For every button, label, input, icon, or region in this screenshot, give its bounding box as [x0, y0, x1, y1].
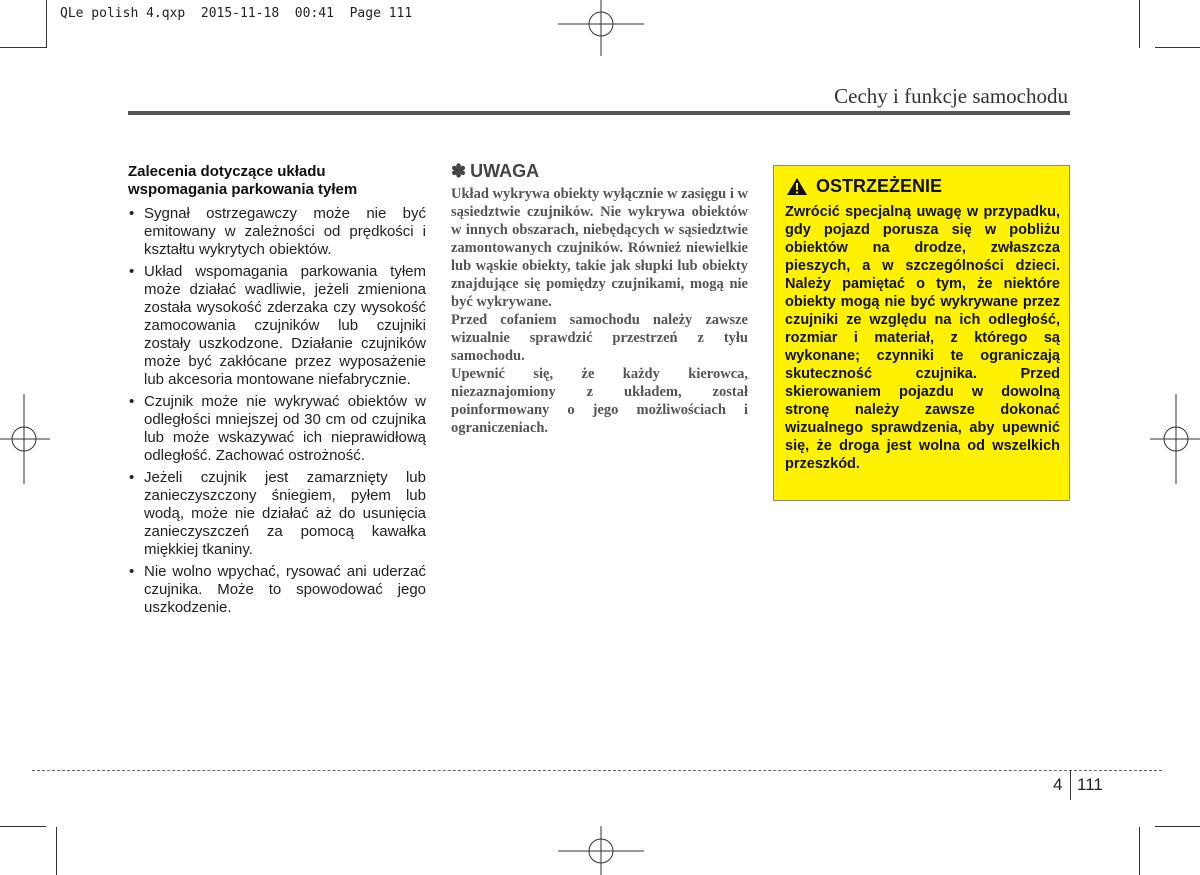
crop-mark-left-top: [0, 47, 46, 48]
list-item: [128, 263, 426, 389]
list-item-text: Czujnik może nie wykrywać obiektów w odległości mniejszej od 30 cm od czujnika lub może wskazywać ich nieprawidłową odległość. Zachować ostrożność.: [144, 393, 426, 464]
recommendations-column: [128, 163, 426, 621]
bullet-icon: •: [129, 205, 135, 222]
note-paragraph: Układ wykrywa obiekty wyłącznie w zasięgu i w sąsiedztwie czujników. Nie wykrywa obiektów w innych obszarach, niebędących w sąsiedztwie zamontowanych czujników. Również niewielkie lub wąskie obiekty, takie jak słupki lub obiekty znajdujące się pomiędzy czujnikami, mogą nie być wykrywane.: [451, 186, 748, 310]
registration-mark-bottom: [558, 826, 644, 875]
chapter-number: 4: [1053, 775, 1063, 794]
registration-mark-top: [558, 0, 644, 56]
bullet-icon: •: [129, 563, 135, 580]
recommendations-list: [128, 205, 426, 617]
asterisk-icon: ✽: [451, 161, 467, 181]
note-paragraph: Upewnić się, że każdy kierowca, niezaznajomiony z układem, został poinformowany o jego możliwościach i ograniczeniach.: [451, 366, 748, 436]
crop-mark-bottom-left: [56, 827, 57, 875]
list-item: [128, 563, 426, 617]
warning-box: [773, 165, 1070, 501]
warning-heading: [786, 176, 942, 197]
bullet-icon: •: [129, 469, 135, 486]
crop-mark-right-top: [1155, 47, 1200, 48]
warning-text: Zwrócić specjalną uwagę w przypadku, gdy pojazd porusza się w pobliżu obiektów na drodze, zwłaszcza pieszych, a w szczególności dzieci. Należy pamiętać o tym, że niektóre obiekty mogą nie być wykrywane przez czujniki ze względu na ich odległość, rozmiar i materiał, z którego są wykonane; czynniki te ograniczają skuteczność czujnika. Przed skierowaniem pojazdu w dowolną stronę należy zawsze dokonać wizualnego sprawdzenia, aby upewnić się, że droga jest wolna od wszelkich przeszkód.: [785, 204, 1060, 472]
list-item: [128, 205, 426, 259]
crop-mark-left-bottom: [0, 826, 46, 827]
note-heading: [451, 161, 748, 182]
print-slug: QLe polish 4.qxp 2015-11-18 00:41 Page 111: [60, 6, 413, 21]
note-title: UWAGA: [470, 161, 540, 181]
list-item: [128, 469, 426, 559]
note-paragraph: Przed cofaniem samochodu należy zawsze wizualnie sprawdzić przestrzeń z tyłu samochodu.: [451, 312, 748, 364]
list-item: [128, 393, 426, 465]
note-column: [451, 161, 748, 437]
list-item-text: Nie wolno wpychać, rysować ani uderzać czujnika. Może to spowodować jego uszkodzenie.: [144, 563, 426, 616]
crop-mark-bottom-right: [1139, 827, 1140, 875]
list-item-text: Jeżeli czujnik jest zamarznięty lub zanieczyszczony śniegiem, pyłem lub wodą, może nie działać aż do usunięcia zanieczyszczeń za pomocą kawałka miękkiej tkaniny.: [144, 469, 426, 558]
bullet-icon: •: [129, 263, 135, 280]
bullet-icon: •: [129, 393, 135, 410]
warning-triangle-icon: [786, 177, 808, 196]
crop-mark-top-right: [1139, 0, 1140, 48]
recommendations-heading: Zalecenia dotyczące układu wspomagania parkowania tyłem: [128, 163, 358, 198]
registration-mark-left: [0, 394, 50, 484]
title-rule: [128, 111, 1070, 115]
footer-divider: [32, 770, 1162, 771]
registration-mark-right: [1150, 394, 1200, 484]
warning-title: OSTRZEŻENIE: [816, 176, 943, 196]
page-number-separator: [1070, 770, 1071, 800]
list-item-text: Sygnał ostrzegawczy może nie być emitowany w zależności od prędkości i kształtu wykrytych obiektów.: [144, 205, 426, 258]
page-number: 111: [1077, 775, 1103, 794]
crop-mark-top-left: [46, 0, 47, 48]
crop-mark-right-bottom: [1155, 826, 1200, 827]
list-item-text: Układ wspomagania parkowania tyłem może działać wadliwie, jeżeli zmieniona została wysokość zderzaka czy wysokość zamocowania czujników lub czujniki zostały uszkodzone. Działanie czujników może być zakłócane przez wyposażenie lub akcesoria montowane niefabrycznie.: [144, 263, 426, 388]
section-title: Cechy i funkcje samochodu: [834, 84, 1068, 108]
